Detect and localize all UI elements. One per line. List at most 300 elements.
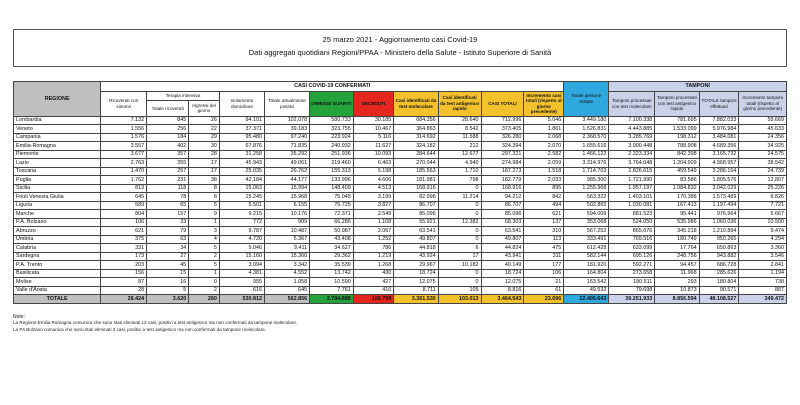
value-cell: 12.677 xyxy=(438,150,481,159)
value-cell: 2 xyxy=(189,286,220,295)
value-cell: 2.763 xyxy=(101,159,147,168)
value-cell: 8.826 xyxy=(739,193,787,202)
value-cell: 0 xyxy=(189,278,220,287)
value-cell: 168.916 xyxy=(481,184,524,193)
value-cell: 8.856.594 xyxy=(655,295,699,304)
value-cell: 3.620 xyxy=(147,295,189,304)
value-cell: 4.720 xyxy=(219,235,264,244)
table-row xyxy=(14,278,787,287)
value-cell: 3.314.976 xyxy=(564,159,609,168)
region-cell: P.A. Trento xyxy=(14,261,101,270)
value-cell: 11.968 xyxy=(655,269,699,278)
value-cell: 1.533.099 xyxy=(655,125,699,134)
value-cell: 40.149 xyxy=(481,261,524,270)
value-cell: 1.470 xyxy=(101,167,147,176)
value-cell: 5.198 xyxy=(353,167,394,176)
value-cell: 3.199 xyxy=(353,193,394,202)
value-cell: 15.063 xyxy=(219,184,264,193)
value-cell: 2.368.570 xyxy=(564,133,609,142)
value-cell: 34.925 xyxy=(739,142,787,151)
value-cell: 686.728 xyxy=(699,261,739,270)
value-cell: 645 xyxy=(101,193,147,202)
value-cell: 410 xyxy=(353,286,394,295)
header-dimessi-guariti: DIMESSI/ GUARITI xyxy=(310,91,354,116)
value-cell: 94.101 xyxy=(219,116,264,125)
value-cell: 1.268 xyxy=(353,261,394,270)
table-row xyxy=(14,227,787,236)
header-terapia-intensiva: Terapia intensiva xyxy=(147,91,220,100)
value-cell: 530.812 xyxy=(219,295,264,304)
value-cell: 1.197.494 xyxy=(699,201,739,210)
value-cell: 612.428 xyxy=(564,244,609,253)
value-cell: 3.557 xyxy=(101,142,147,151)
value-cell: 187.273 xyxy=(481,167,524,176)
value-cell: 257 xyxy=(147,167,189,176)
value-cell: 1.721.990 xyxy=(609,176,655,185)
value-cell: 345.218 xyxy=(655,227,699,236)
value-cell: 1.573.489 xyxy=(699,193,739,202)
value-cell: 49.807 xyxy=(394,235,438,244)
value-cell: 8.711 xyxy=(394,286,438,295)
value-cell: 3.677 xyxy=(101,150,147,159)
value-cell: 12.075 xyxy=(481,278,524,287)
value-cell: 170.388 xyxy=(655,193,699,202)
region-cell: Campania xyxy=(14,133,101,142)
value-cell: 148.409 xyxy=(310,184,354,193)
value-cell: 22.405.643 xyxy=(564,295,609,304)
value-cell: 15.968 xyxy=(265,193,310,202)
value-cell: 1.252 xyxy=(353,235,394,244)
region-cell: Sicilia xyxy=(14,184,101,193)
region-cell: Lombardia xyxy=(14,116,101,125)
value-cell: 173 xyxy=(101,252,147,261)
region-cell: Marche xyxy=(14,210,101,219)
table-row xyxy=(14,193,787,202)
value-cell: 39.251.933 xyxy=(609,295,655,304)
value-cell: 7.882.033 xyxy=(699,116,739,125)
value-cell: 798 xyxy=(438,176,481,185)
value-cell: 251.936 xyxy=(310,150,354,159)
value-cell: 310 xyxy=(524,227,564,236)
region-cell: Toscana xyxy=(14,167,101,176)
value-cell: 1 xyxy=(189,218,220,227)
value-cell: 324.182 xyxy=(394,142,438,151)
value-cell: 256 xyxy=(147,125,189,134)
value-cell: 582.144 xyxy=(564,252,609,261)
value-cell: 3.285.769 xyxy=(609,133,655,142)
value-cell: 102.078 xyxy=(265,116,310,125)
value-cell: 35.292 xyxy=(265,150,310,159)
header-ricoverati: Ricoverati con sintomi xyxy=(101,91,147,116)
value-cell: 90.571 xyxy=(699,286,739,295)
value-cell: 2.323.334 xyxy=(609,150,655,159)
value-cell: 9 xyxy=(189,210,220,219)
value-cell: 621 xyxy=(524,210,564,219)
value-cell: 1.108 xyxy=(353,218,394,227)
value-cell: 45 xyxy=(147,261,189,270)
table-row xyxy=(14,176,787,185)
value-cell: 155.313 xyxy=(310,167,354,176)
value-cell: 8 xyxy=(189,193,220,202)
header-ti-totale: Totale ricoverati xyxy=(147,101,189,117)
value-cell: 44.177 xyxy=(265,176,310,185)
value-cell: 909 xyxy=(265,218,310,227)
value-cell: 180.804 xyxy=(699,278,739,287)
value-cell: 68.303 xyxy=(481,218,524,227)
value-cell: 55.921 xyxy=(394,218,438,227)
value-cell: 45.633 xyxy=(739,125,787,134)
value-cell: 28.640 xyxy=(438,116,481,125)
value-cell: 65 xyxy=(147,201,189,210)
value-cell: 29 xyxy=(189,133,220,142)
value-cell: 94.457 xyxy=(655,261,699,270)
region-cell: Puglia xyxy=(14,176,101,185)
value-cell: 240.932 xyxy=(310,142,354,151)
value-cell: 4.513 xyxy=(353,184,394,193)
value-cell: 95.441 xyxy=(655,210,699,219)
value-cell: 769.516 xyxy=(609,235,655,244)
value-cell: 4.294 xyxy=(739,235,787,244)
value-cell: 311 xyxy=(524,252,564,261)
value-cell: 15.360 xyxy=(265,252,310,261)
note-line-1: La Regione Emilia Romagna comunica che sono stati eliminati 13 casi, positivi a test antigenico ma non confermati da tampone molecolare. xyxy=(13,319,298,325)
value-cell: 2.059 xyxy=(524,159,564,168)
value-cell: 324.394 xyxy=(481,142,524,151)
value-cell: 15.160 xyxy=(219,252,264,261)
value-cell: 181.920 xyxy=(564,261,609,270)
value-cell: 10.487 xyxy=(265,227,310,236)
value-cell: 26 xyxy=(189,116,220,125)
title-box xyxy=(13,29,787,67)
value-cell: 163.542 xyxy=(564,278,609,287)
value-cell: 1.710 xyxy=(438,167,481,176)
value-cell: 3.900.448 xyxy=(609,142,655,151)
value-cell: 2 xyxy=(189,252,220,261)
value-cell: 37.371 xyxy=(219,125,264,134)
value-cell: 8.542 xyxy=(438,125,481,134)
value-cell: 12.807 xyxy=(739,176,787,185)
value-cell: 881.523 xyxy=(609,210,655,219)
value-cell: 1.861 xyxy=(524,125,564,134)
value-cell: 2.582 xyxy=(524,150,564,159)
value-cell: 845 xyxy=(147,116,189,125)
value-cell: 248.756 xyxy=(655,252,699,261)
value-cell: 1.957.197 xyxy=(609,184,655,193)
value-cell: 2.067 xyxy=(353,227,394,236)
value-cell: 3.094 xyxy=(219,261,264,270)
value-cell: 274.984 xyxy=(481,159,524,168)
region-cell: Calabria xyxy=(14,244,101,253)
value-cell: 1.219 xyxy=(353,252,394,261)
table-row xyxy=(14,142,787,151)
value-cell: 4.552 xyxy=(265,269,310,278)
value-cell: 1.030.081 xyxy=(609,201,655,210)
value-cell: 7.100.338 xyxy=(609,116,655,125)
value-cell: 11.588 xyxy=(438,133,481,142)
value-cell: 185.563 xyxy=(394,167,438,176)
value-cell: 684.356 xyxy=(394,116,438,125)
header-casi-molecolare: Casi identificati da test molecolare xyxy=(394,91,438,116)
value-cell: 3.360 xyxy=(739,244,787,253)
value-cell: 0 xyxy=(438,227,481,236)
value-cell: 645 xyxy=(265,286,310,295)
value-cell: 357 xyxy=(147,150,189,159)
value-cell: 133.996 xyxy=(310,176,354,185)
value-cell: 333.491 xyxy=(564,235,609,244)
value-cell: 5 xyxy=(147,286,189,295)
value-cell: 284.644 xyxy=(394,150,438,159)
value-cell: 12.075 xyxy=(394,278,438,287)
value-cell: 219.460 xyxy=(310,159,354,168)
value-cell: 24.356 xyxy=(739,133,787,142)
bulletin-page xyxy=(13,0,787,334)
value-cell: 198.312 xyxy=(655,133,699,142)
value-cell: 83.586 xyxy=(655,176,699,185)
value-cell: 86.707 xyxy=(394,201,438,210)
value-cell: 44.824 xyxy=(481,244,524,253)
value-cell: 594.009 xyxy=(564,210,609,219)
header-incremento-tamponi: Incremento tamponi totali (rispetto al giorno precedente) xyxy=(739,91,787,116)
value-cell: 314.692 xyxy=(394,133,438,142)
value-cell: 1.526.831 xyxy=(564,125,609,134)
value-cell: 18.724 xyxy=(481,269,524,278)
value-cell: 616 xyxy=(219,286,264,295)
value-cell: 955 xyxy=(219,278,264,287)
value-cell: 562.856 xyxy=(265,295,310,304)
value-cell: 24.739 xyxy=(739,167,787,176)
region-cell: Abruzzo xyxy=(14,227,101,236)
value-cell: 5.667 xyxy=(739,210,787,219)
value-cell: 43.924 xyxy=(394,252,438,261)
region-cell: Emilia-Romagna xyxy=(14,142,101,151)
value-cell: 4 xyxy=(189,235,220,244)
value-cell: 10.093 xyxy=(353,150,394,159)
header-persone-testate: Totale persone testate xyxy=(564,82,609,116)
value-cell: 203 xyxy=(101,261,147,270)
value-cell: 231 xyxy=(147,176,189,185)
value-cell: 260 xyxy=(189,295,220,304)
value-cell: 1.762 xyxy=(101,176,147,185)
value-cell: 6.155 xyxy=(265,201,310,210)
value-cell: 72.371 xyxy=(310,210,354,219)
value-cell: 7.761 xyxy=(310,286,354,295)
value-cell: 402 xyxy=(147,142,189,151)
value-cell: 45.943 xyxy=(219,159,264,168)
value-cell: 35.539 xyxy=(310,261,354,270)
value-cell: 15.994 xyxy=(265,184,310,193)
table-row xyxy=(14,201,787,210)
value-cell: 63.541 xyxy=(481,227,524,236)
value-cell: 11.627 xyxy=(353,142,394,151)
value-cell: 9.411 xyxy=(265,244,310,253)
value-cell: 5 xyxy=(189,261,220,270)
value-cell: 182.779 xyxy=(481,176,524,185)
value-cell: 66.286 xyxy=(310,218,354,227)
value-cell: 34.627 xyxy=(310,244,354,253)
value-cell: 375 xyxy=(101,235,147,244)
value-cell: 9.787 xyxy=(219,227,264,236)
value-cell: 293 xyxy=(655,278,699,287)
value-cell: 297.321 xyxy=(481,150,524,159)
table-row xyxy=(14,184,787,193)
value-cell: 535.986 xyxy=(655,218,699,227)
value-cell: 2.068 xyxy=(524,133,564,142)
value-cell: 24.575 xyxy=(739,150,787,159)
value-cell: 270.044 xyxy=(394,159,438,168)
region-cell: Friuli Venezia Giulia xyxy=(14,193,101,202)
value-cell: 63.541 xyxy=(394,227,438,236)
value-cell: 772 xyxy=(219,218,264,227)
value-cell: 34 xyxy=(147,244,189,253)
table-row xyxy=(14,218,787,227)
value-cell: 79.698 xyxy=(609,286,655,295)
value-cell: 895 xyxy=(524,184,564,193)
value-cell: 2.794.888 xyxy=(310,295,354,304)
value-cell: 4.606 xyxy=(353,176,394,185)
value-cell: 27 xyxy=(147,252,189,261)
value-cell: 42.184 xyxy=(219,176,264,185)
notes-section xyxy=(13,314,787,334)
value-cell: 28 xyxy=(189,150,220,159)
value-cell: 156 xyxy=(101,269,147,278)
value-cell: 589 xyxy=(101,201,147,210)
region-cell: Veneto xyxy=(14,125,101,134)
value-cell: 1.655.616 xyxy=(564,142,609,151)
value-cell: 157 xyxy=(147,210,189,219)
value-cell: 49.061 xyxy=(265,159,310,168)
value-cell: 11.214 xyxy=(438,193,481,202)
value-cell: 16 xyxy=(147,278,189,287)
region-cell: Basilicata xyxy=(14,269,101,278)
value-cell: 7.132 xyxy=(101,116,147,125)
value-cell: 167.413 xyxy=(655,201,699,210)
header-tamponi-banner: TAMPONI xyxy=(609,82,787,91)
value-cell: 976.964 xyxy=(699,210,739,219)
value-cell: 4.689.356 xyxy=(699,142,739,151)
value-cell: 106 xyxy=(101,218,147,227)
value-cell: 76.725 xyxy=(310,201,354,210)
value-cell: 285.626 xyxy=(699,269,739,278)
value-cell: 180.511 xyxy=(609,278,655,287)
value-cell: 3.042.029 xyxy=(699,184,739,193)
value-cell: 61 xyxy=(524,286,564,295)
value-cell: 5 xyxy=(189,244,220,253)
header-casi-totali: CASI TOTALI xyxy=(481,91,524,116)
value-cell: 180.749 xyxy=(655,235,699,244)
value-cell: 842 xyxy=(524,193,564,202)
value-cell: 3.342 xyxy=(265,261,310,270)
value-cell: 5.046 xyxy=(524,116,564,125)
value-cell: 49.532 xyxy=(564,286,609,295)
region-cell: Umbria xyxy=(14,235,101,244)
region-cell: Sardegna xyxy=(14,252,101,261)
value-cell: 842.398 xyxy=(655,150,699,159)
value-cell: 524.050 xyxy=(609,218,655,227)
value-cell: 427 xyxy=(353,278,394,287)
value-cell: 106.799 xyxy=(353,295,394,304)
value-cell: 184 xyxy=(147,133,189,142)
value-cell: 43.941 xyxy=(481,252,524,261)
value-cell: 106 xyxy=(524,269,564,278)
value-cell: 164.804 xyxy=(564,269,609,278)
value-cell: 459.549 xyxy=(655,167,699,176)
value-cell: 7.721 xyxy=(739,201,787,210)
value-cell: 177 xyxy=(524,261,564,270)
value-cell: 1.058 xyxy=(265,278,310,287)
value-cell: 786 xyxy=(353,244,394,253)
value-cell: 1.060.036 xyxy=(699,218,739,227)
value-cell: 17.764 xyxy=(655,244,699,253)
value-cell: 985.300 xyxy=(564,176,609,185)
region-cell: Piemonte xyxy=(14,150,101,159)
value-cell: 63 xyxy=(147,235,189,244)
value-cell: 1.255.968 xyxy=(564,184,609,193)
value-cell: 30.185 xyxy=(353,116,394,125)
value-cell: 1.576 xyxy=(101,133,147,142)
value-cell: 3.827 xyxy=(353,201,394,210)
value-cell: 788.908 xyxy=(655,142,699,151)
value-cell: 23.696 xyxy=(524,295,564,304)
value-cell: 212 xyxy=(438,142,481,151)
value-cell: 33 xyxy=(147,218,189,227)
value-cell: 1.805.576 xyxy=(699,176,739,185)
value-cell: 1.084.832 xyxy=(655,184,699,193)
value-cell: 8.816 xyxy=(481,286,524,295)
value-cell: 5.976.984 xyxy=(699,125,739,134)
value-cell: 4.443.885 xyxy=(609,125,655,134)
value-cell: 804 xyxy=(101,210,147,219)
note-line-2: La PA Bolzano comunica che sono stati eliminati 2 casi, positivi a test antigenico ma non confermati da tampone molecolare. xyxy=(13,326,266,332)
value-cell: 9.215 xyxy=(219,210,264,219)
value-cell: 39.183 xyxy=(265,125,310,134)
value-cell: 67.876 xyxy=(219,142,264,151)
value-cell: 3 xyxy=(189,227,220,236)
value-cell: 50.987 xyxy=(310,227,354,236)
value-cell: 87 xyxy=(101,278,147,287)
value-cell: 137 xyxy=(524,218,564,227)
value-cell: 10.590 xyxy=(310,278,354,287)
value-cell: 5.367 xyxy=(265,235,310,244)
header-isolamento: Isolamento domiciliare xyxy=(219,91,264,116)
value-cell: 1.556 xyxy=(101,125,147,134)
header-casi-antigenico: Casi identificati da test antigenico rapido xyxy=(438,91,481,116)
value-cell: 79 xyxy=(147,227,189,236)
region-cell: Lazio xyxy=(14,159,101,168)
header-attualmente-positivi: Totale attualmente positivi xyxy=(265,91,310,116)
header-ti-ingressi: Ingressi del giorno xyxy=(189,101,220,117)
value-cell: 950.265 xyxy=(699,235,739,244)
value-cell: 430 xyxy=(353,269,394,278)
table-row xyxy=(14,269,787,278)
value-cell: 71.835 xyxy=(265,142,310,151)
table-row xyxy=(14,150,787,159)
total-row xyxy=(14,295,787,304)
value-cell: 1.204.909 xyxy=(655,159,699,168)
value-cell: 3.546 xyxy=(739,252,787,261)
value-cell: 6.463 xyxy=(353,159,394,168)
value-cell: 18.724 xyxy=(394,269,438,278)
value-cell: 0 xyxy=(438,210,481,219)
value-cell: 353.068 xyxy=(564,218,609,227)
value-cell: 323.755 xyxy=(310,125,354,134)
bulletin-subtitle: Dati aggregati quotidiani Regioni/PPAA - Ministero della Salute - Istituto Superiore di Sanità xyxy=(248,48,552,57)
value-cell: 5.501 xyxy=(219,201,264,210)
value-cell: 181.981 xyxy=(394,176,438,185)
table-row xyxy=(14,125,787,134)
table-row xyxy=(14,244,787,253)
value-cell: 633.099 xyxy=(609,244,655,253)
value-cell: 15.245 xyxy=(219,193,264,202)
